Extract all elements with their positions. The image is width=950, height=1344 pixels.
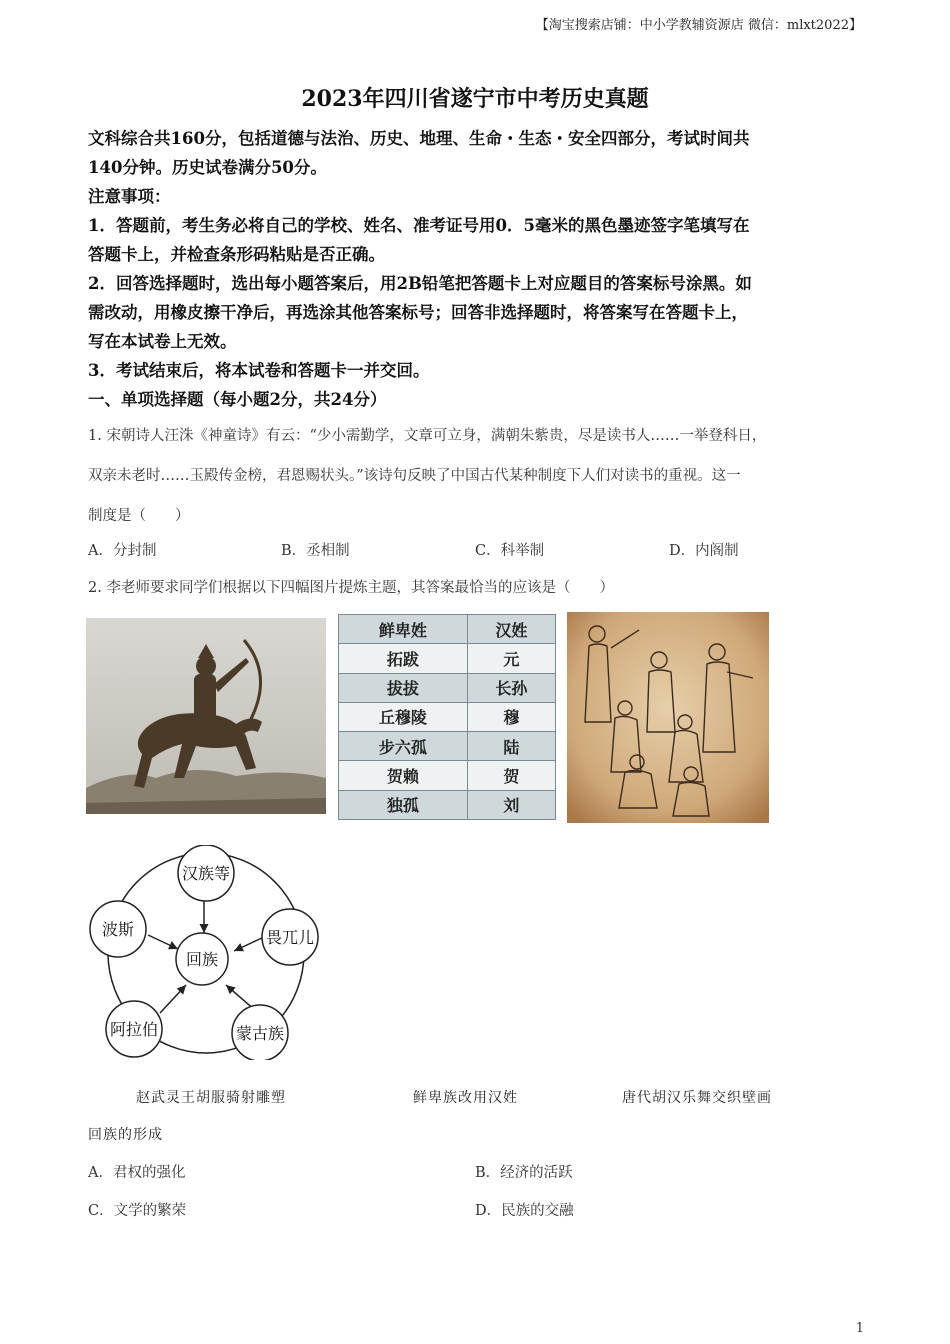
tang-mural-image: [567, 612, 769, 823]
table-cell: 独孤: [339, 790, 468, 819]
notice-item: 2．回答选择题时，选出每小题答案后，用2B铅笔把答题卡上对应题目的答案标号涂黑。如: [88, 274, 752, 293]
table-cell: 陆: [467, 732, 555, 761]
table-cell: 拔拔: [339, 673, 468, 702]
q2-option-c: C．文学的繁荣: [88, 1203, 187, 1219]
caption-hui: 回族的形成: [88, 1127, 163, 1143]
q2-option-a: A．君权的强化: [88, 1165, 186, 1181]
q2-option-b: B．经济的活跃: [475, 1165, 573, 1181]
notice-item: 1．答题前，考生务必将自己的学校、姓名、准考证号用0．5毫米的黑色墨迹签字笔填写在: [88, 216, 750, 235]
section-heading: 一、单项选择题（每小题2分，共24分）: [88, 390, 387, 409]
question-line: 双亲未老时……玉殿传金榜，君恩赐状头。”该诗句反映了中国古代某种制度下人们对读书的重视。这一: [88, 468, 741, 484]
q1-option-c: C．科举制: [475, 543, 545, 559]
question-2-stem: 2. 李老师要求同学们根据以下四幅图片提炼主题，其答案最恰当的应该是（ ）: [88, 580, 614, 596]
hui-formation-diagram: [86, 845, 326, 1060]
table-cell: 元: [467, 644, 555, 673]
table-row: [339, 790, 556, 819]
table-header-row: [339, 615, 556, 644]
q1-option-d: D．内阁制: [669, 543, 739, 559]
diagram-node-right: 畏兀儿: [265, 928, 315, 947]
q1-option-b: B．丞相制: [281, 543, 350, 559]
caption-surnames: 鲜卑族改用汉姓: [413, 1090, 518, 1106]
table-cell: 丘穆陵: [339, 702, 468, 731]
question-1-stem: [88, 416, 863, 536]
table-cell: 穆: [467, 702, 555, 731]
intro-line: 140分钟。历史试卷满分50分。: [88, 158, 327, 177]
page-title: 2023年四川省遂宁市中考历史真题: [301, 86, 649, 112]
table-row: [339, 761, 556, 790]
diagram-node-center: 回族: [185, 950, 219, 969]
table-cell: 长孙: [467, 673, 555, 702]
notice-item: 3．考试结束后，将本试卷和答题卡一并交回。: [88, 361, 430, 380]
table-header: 汉姓: [467, 615, 555, 644]
question-line: 制度是（ ）: [88, 508, 190, 524]
notice-item: 写在本试卷上无效。: [88, 332, 237, 351]
table-row: [339, 702, 556, 731]
diagram-node-bottom-right: 蒙古族: [235, 1024, 285, 1043]
table-cell: 刘: [467, 790, 555, 819]
notice-item: 需改动，用橡皮擦干净后，再选涂其他答案标号；回答非选择题时，将答案写在答题卡上，: [88, 303, 748, 322]
table-cell: 拓跋: [339, 644, 468, 673]
diagram-node-left: 波斯: [101, 920, 135, 939]
archer-statue-image: [86, 618, 326, 814]
notice-heading: 注意事项：: [88, 187, 171, 206]
exam-instructions: [88, 124, 863, 414]
diagram-node-top: 汉族等: [181, 864, 231, 883]
table-row: [339, 644, 556, 673]
header-note: 【淘宝搜索店铺：中小学教辅资源店 微信：mlxt2022】: [535, 18, 862, 33]
q1-option-a: A．分封制: [88, 543, 157, 559]
notice-item: 答题卡上，并检查条形码粘贴是否正确。: [88, 245, 385, 264]
question-line: 1. 宋朝诗人汪洙《神童诗》有云：“少小需勤学，文章可立身，满朝朱紫贵，尽是读书人……一举登科日，: [88, 428, 767, 444]
q2-option-d: D．民族的交融: [475, 1203, 574, 1219]
table-cell: 贺: [467, 761, 555, 790]
table-cell: 贺赖: [339, 761, 468, 790]
table-cell: 步六孤: [339, 732, 468, 761]
table-row: [339, 673, 556, 702]
page-number: 1: [855, 1321, 864, 1336]
caption-mural: 唐代胡汉乐舞交织壁画: [622, 1090, 772, 1106]
diagram-node-bottom-left: 阿拉伯: [109, 1020, 159, 1039]
intro-line: 文科综合共160分，包括道德与法治、历史、地理、生命・生态・安全四部分，考试时间共: [88, 129, 750, 148]
caption-statue: 赵武灵王胡服骑射雕塑: [136, 1090, 286, 1106]
surname-table: [338, 614, 556, 820]
table-row: [339, 732, 556, 761]
table-header: 鲜卑姓: [339, 615, 468, 644]
